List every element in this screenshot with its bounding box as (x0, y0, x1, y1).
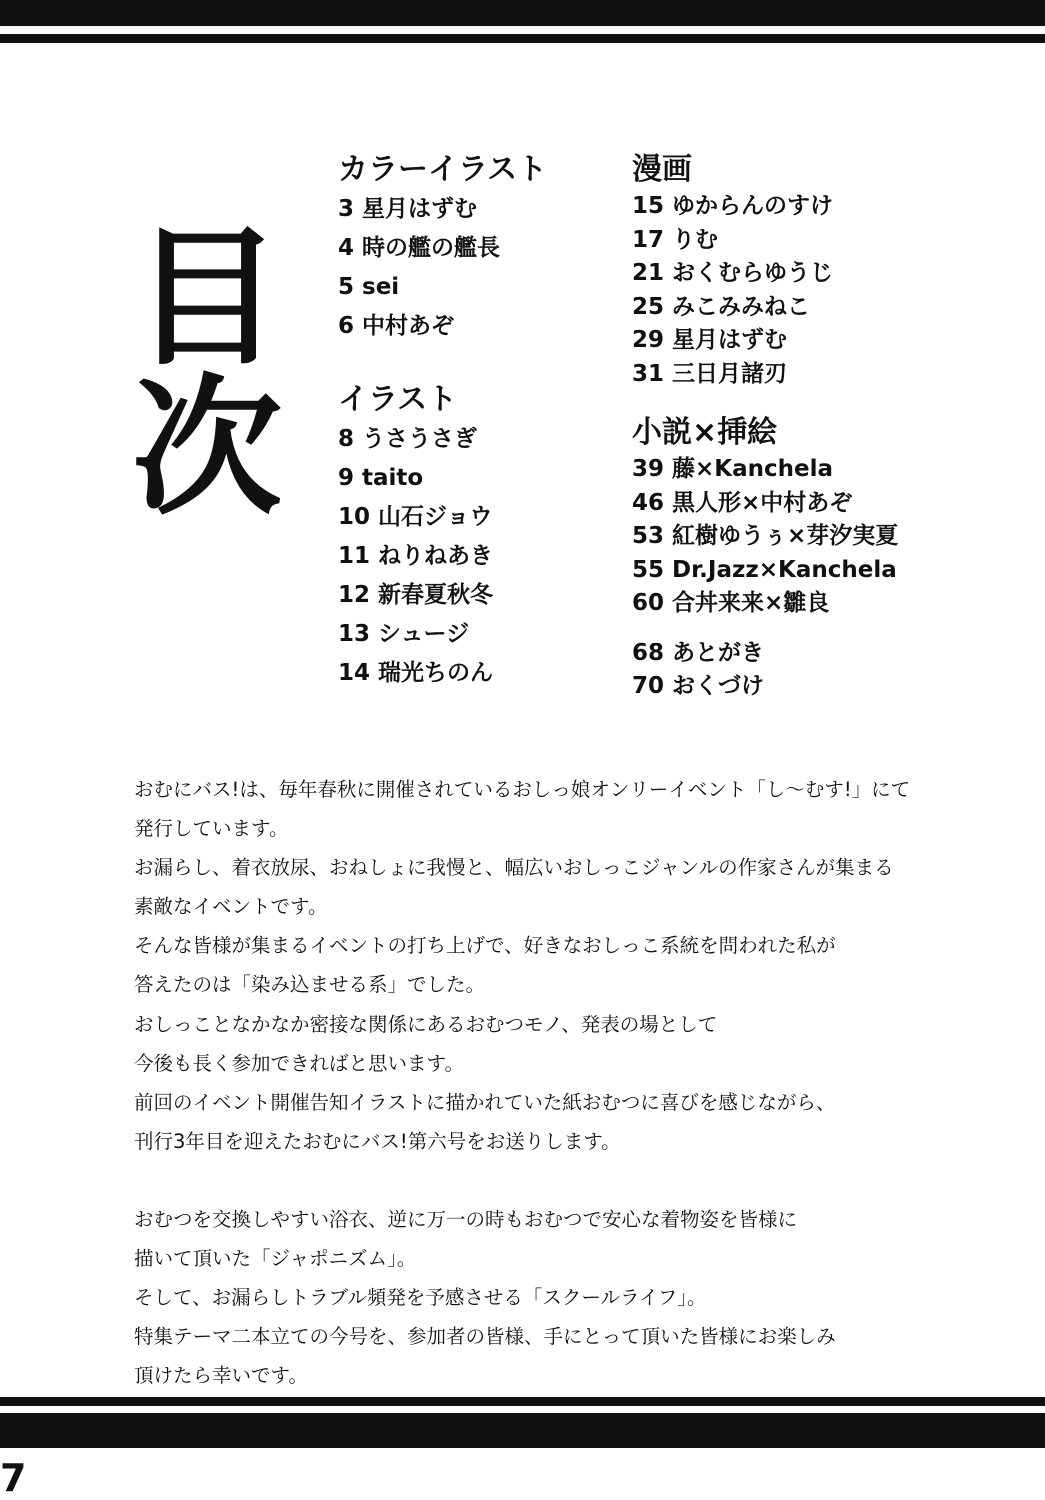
toc-entry-name: 瑞光ちのん (378, 660, 494, 686)
top-border-thin (0, 34, 1045, 43)
intro-line: お漏らし、着衣放尿、おねしょに我慢と、幅広いおしっこジャンルの作家さんが集まる (134, 856, 894, 880)
toc-entry-name: 藤×Kanchela (672, 456, 834, 482)
section-gap (338, 346, 608, 380)
toc-entry-name: みこみみねこ (672, 293, 811, 320)
toc-entry-page: 55 (632, 556, 665, 583)
toc-entry (632, 520, 1032, 554)
toc-entry-page: 8 (338, 426, 355, 452)
toc-entry-page: 39 (632, 456, 665, 482)
intro-line: 頂けたら幸いです。 (134, 1364, 308, 1388)
toc-entry-page: 5 (338, 274, 355, 300)
toc-entry-page: 15 (632, 193, 665, 219)
intro-text (134, 770, 954, 1395)
intro-line: 発行しています。 (134, 817, 289, 841)
toc-entry (632, 587, 1032, 621)
toc-entry-name: 中村あぞ (362, 313, 455, 339)
intro-line: 素敵なイベントです。 (134, 895, 328, 919)
toc-entry-page: 25 (632, 293, 665, 320)
toc-entry (338, 190, 608, 229)
toc-entry-page: 17 (632, 226, 665, 253)
toc-entry (632, 670, 1032, 704)
intro-line: おしっことなかなか密接な関係にあるおむつモノ、発表の場として (134, 1012, 718, 1036)
toc-entry-name: りむ (672, 226, 719, 253)
toc-entry-name: あとがき (672, 639, 765, 666)
intro-line: おむにバス!は、毎年春秋に開催されているおしっ娘オンリーイベント「し〜むす!」にて (134, 778, 911, 801)
section-gap (632, 621, 1032, 637)
toc-entry (338, 576, 608, 615)
bottom-border-thick (0, 1413, 1045, 1448)
toc-entry-name: sei (362, 274, 400, 300)
toc-section-heading: カラーイラスト (338, 152, 548, 187)
toc-entry (632, 190, 1032, 224)
toc-entry-page: 12 (338, 582, 371, 608)
intro-line: 描いて頂いた「ジャポニズム」。 (134, 1247, 417, 1271)
intro-line: そして、お漏らしトラブル頻発を予感させる「スクールライフ」。 (134, 1286, 707, 1310)
intro-line: 特集テーマ二本立ての今号を、参加者の皆様、手にとって頂いた皆様にお楽しみ (134, 1325, 836, 1349)
toc-entry-name: 合丼来来×雛良 (672, 590, 830, 616)
toc-entry-page: 21 (632, 260, 665, 286)
toc-entry-name: taito (362, 465, 424, 491)
toc-entry-name: うさうさぎ (362, 426, 478, 452)
top-border-thick (0, 0, 1045, 26)
toc-entry-page: 46 (632, 489, 665, 516)
toc-entry-name: 新春夏秋冬 (378, 582, 494, 608)
toc-entry (632, 291, 1032, 325)
toc-entry (338, 307, 608, 346)
toc-entry-page: 70 (632, 673, 665, 699)
toc-entry-name: ゆからんのすけ (672, 193, 834, 219)
toc-entry-page: 9 (338, 465, 355, 491)
toc-entry-name: おくむらゆうじ (672, 260, 834, 286)
toc-title: 目次 (106, 218, 280, 518)
toc-entry-page: 53 (632, 523, 665, 549)
toc-entry (632, 554, 1032, 588)
toc-entry-page: 3 (338, 196, 355, 222)
toc-entry (632, 453, 1032, 487)
toc-entry-name: 黒人形×中村あぞ (672, 489, 853, 516)
toc-entry-page: 68 (632, 639, 665, 666)
intro-line: そんな皆様が集まるイベントの打ち上げで、好きなおしっこ系統を問われた私が (134, 934, 836, 958)
toc-entry-name: 紅樹ゆうぅ×芽汐実夏 (672, 523, 899, 549)
toc-entry (632, 487, 1032, 521)
intro-line: 答えたのは「染み込ませる系」でした。 (134, 973, 486, 997)
toc-section-heading: 小説×挿絵 (632, 415, 778, 450)
toc-entry-page: 13 (338, 621, 371, 647)
toc-entry-name: 時の艦の艦長 (362, 235, 501, 261)
toc-entry (338, 537, 608, 576)
toc-entry (338, 498, 608, 537)
toc-left-column (338, 150, 608, 693)
bottom-border-thin (0, 1397, 1045, 1406)
toc-entry-page: 11 (338, 543, 371, 569)
toc-entry-name: ねりねあき (378, 543, 494, 569)
toc-entry-page: 4 (338, 235, 355, 261)
intro-line: おむつを交換しやすい浴衣、逆に万一の時もおむつで安心な着物姿を皆様に (134, 1207, 798, 1231)
intro-line (134, 1161, 954, 1200)
toc-right-column (632, 150, 1032, 704)
toc-entry (338, 268, 608, 307)
toc-entry-page: 31 (632, 360, 665, 387)
toc-entry (632, 257, 1032, 291)
toc-entry-name: 星月はずむ (672, 327, 788, 353)
toc-entry (632, 324, 1032, 358)
toc-section-heading: イラスト (338, 382, 458, 417)
toc-entry (338, 615, 608, 654)
section-gap (632, 391, 1032, 413)
toc-entry-name: 星月はずむ (362, 196, 478, 222)
toc-entry-name: シュージ (378, 621, 470, 647)
intro-line: 刊行3年目を迎えたおむにバス!第六号をお送りします。 (134, 1129, 621, 1153)
intro-line: 今後も長く参加できればと思います。 (134, 1051, 464, 1075)
toc-entry (632, 224, 1032, 258)
toc-entry-name: 三日月諸刃 (672, 360, 788, 387)
toc-entry-name: Dr.Jazz×Kanchela (672, 556, 897, 583)
toc-entry (632, 358, 1032, 392)
toc-entry-page: 6 (338, 313, 355, 339)
toc-entry (338, 420, 608, 459)
toc-entry (632, 637, 1032, 671)
toc-entry-name: おくづけ (672, 673, 765, 699)
toc-entry-page: 14 (338, 660, 371, 686)
toc-entry (338, 459, 608, 498)
toc-entry-page: 60 (632, 590, 665, 616)
toc-entry (338, 229, 608, 268)
toc-entry-page: 29 (632, 327, 665, 353)
toc-entry-page: 10 (338, 504, 371, 530)
toc-section-heading: 漫画 (632, 152, 692, 187)
intro-line: 前回のイベント開催告知イラストに描かれていた紙おむつに喜びを感じながら、 (134, 1090, 836, 1114)
page-number: 7 (0, 1456, 27, 1500)
toc-entry (338, 654, 608, 693)
toc-entry-name: 山石ジョウ (378, 504, 493, 530)
